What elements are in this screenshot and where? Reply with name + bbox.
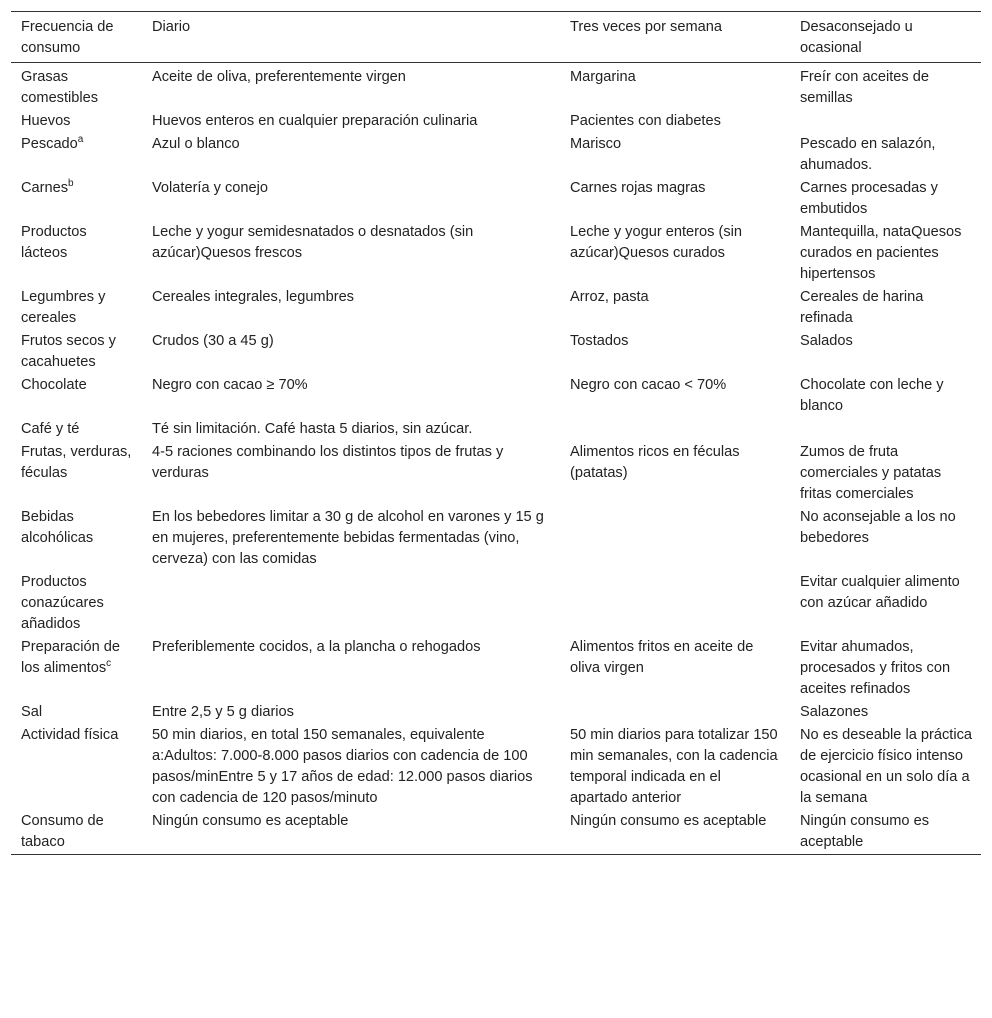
cell-daily: [142, 63, 560, 111]
cell-category: [11, 441, 142, 506]
table-row: [11, 221, 981, 286]
cell-daily-text: Negro con cacao ≥ 70%: [152, 377, 308, 393]
cell-occasional: [790, 63, 981, 111]
cell-category: [11, 330, 142, 374]
cell-daily: [142, 110, 560, 133]
cell-occasional-text: Pescado en salazón, ahumados.: [800, 136, 936, 173]
cell-category: [11, 701, 142, 724]
cell-occasional-text: Salados: [800, 333, 853, 349]
cell-three-times-week: [560, 110, 790, 133]
cell-three-times-week: [560, 63, 790, 111]
cell-daily: [142, 724, 560, 810]
cell-daily: [142, 330, 560, 374]
cell-daily: [142, 418, 560, 441]
table-container: [11, 11, 981, 855]
table-row: [11, 701, 981, 724]
cell-occasional-text: Mantequilla, nataQuesos curados en pacientes hipertensos: [800, 224, 962, 282]
cell-occasional-text: Carnes procesadas y embutidos: [800, 180, 938, 217]
cell-daily-text: Aceite de oliva, preferentemente virgen: [152, 69, 406, 85]
cell-daily: [142, 441, 560, 506]
cell-category-text: Actividad física: [21, 727, 119, 743]
cell-daily: [142, 133, 560, 177]
cell-category: [11, 571, 142, 636]
header-occasional: Desaconsejado u ocasional: [800, 19, 913, 56]
cell-occasional: [790, 441, 981, 506]
cell-three-times-week-text: 50 min diarios para totalizar 150 min semanales, con la cadencia temporal indicada en el apartado anterior: [570, 727, 778, 806]
table-row: [11, 810, 981, 855]
table-body: [11, 63, 981, 855]
cell-daily: [142, 701, 560, 724]
cell-three-times-week: [560, 374, 790, 418]
cell-category-text: Productos lácteos: [21, 224, 87, 261]
table-row: [11, 418, 981, 441]
cell-occasional: [790, 330, 981, 374]
cell-category-text: Frutas, verduras, féculas: [21, 444, 132, 481]
header-frequency: Frecuencia de consumo: [21, 19, 114, 56]
cell-daily-text: Leche y yogur semidesnatados o desnatados (sin azúcar)Quesos frescos: [152, 224, 474, 261]
cell-occasional: [790, 418, 981, 441]
cell-category-text: Productos conazúcares añadidos: [21, 574, 104, 632]
cell-daily-text: Huevos enteros en cualquier preparación culinaria: [152, 113, 478, 129]
cell-three-times-week: [560, 701, 790, 724]
cell-category: [11, 374, 142, 418]
cell-occasional-text: No aconsejable a los no bebedores: [800, 509, 956, 546]
cell-daily: [142, 177, 560, 221]
table-row: [11, 330, 981, 374]
cell-three-times-week: [560, 221, 790, 286]
cell-category: [11, 286, 142, 330]
header-daily: Diario: [152, 19, 191, 35]
cell-category: [11, 506, 142, 571]
footnote-marker: b: [68, 178, 74, 190]
table-row: [11, 506, 981, 571]
cell-daily-text: Cereales integrales, legumbres: [152, 289, 354, 305]
cell-occasional: [790, 374, 981, 418]
footnote-marker: c: [106, 658, 112, 670]
cell-three-times-week: [560, 330, 790, 374]
cell-three-times-week-text: Leche y yogur enteros (sin azúcar)Quesos curados: [570, 224, 742, 261]
cell-occasional-text: Salazones: [800, 704, 869, 720]
cell-occasional-text: Freír con aceites de semillas: [800, 69, 929, 106]
table-row: [11, 133, 981, 177]
cell-category-text: Grasas comestibles: [21, 69, 99, 106]
cell-three-times-week-text: Margarina: [570, 69, 636, 85]
cell-category: [11, 221, 142, 286]
cell-three-times-week: [560, 810, 790, 855]
cell-category-text: Bebidas alcohólicas: [21, 509, 94, 546]
table-header-row: [11, 12, 981, 63]
cell-category-text: Sal: [21, 704, 43, 720]
cell-three-times-week-text: Alimentos fritos en aceite de oliva virgen: [570, 639, 754, 676]
cell-occasional: [790, 810, 981, 855]
cell-daily-text: Crudos (30 a 45 g): [152, 333, 274, 349]
cell-three-times-week-text: Arroz, pasta: [570, 289, 649, 305]
cell-daily: [142, 571, 560, 636]
cell-three-times-week: [560, 506, 790, 571]
table-row: [11, 724, 981, 810]
cell-category-text: Preparación de los alimentos: [21, 639, 120, 676]
cell-three-times-week: [560, 724, 790, 810]
header-three-times-week: Tres veces por semana: [570, 19, 722, 35]
cell-occasional: [790, 133, 981, 177]
cell-three-times-week: [560, 418, 790, 441]
cell-category-text: Consumo de tabaco: [21, 813, 104, 850]
table-row: [11, 441, 981, 506]
cell-three-times-week: [560, 286, 790, 330]
cell-three-times-week: [560, 636, 790, 701]
cell-category: [11, 810, 142, 855]
cell-category-text: Chocolate: [21, 377, 87, 393]
cell-occasional-text: Ningún consumo es aceptable: [800, 813, 929, 850]
footnote-marker: a: [77, 134, 84, 146]
cell-occasional-text: Chocolate con leche y blanco: [800, 377, 944, 414]
table-row: [11, 110, 981, 133]
cell-category-text: Pescado: [21, 136, 78, 152]
cell-occasional-text: Cereales de harina refinada: [800, 289, 924, 326]
cell-category-text: Frutos secos y cacahuetes: [21, 333, 116, 370]
cell-daily-text: 4-5 raciones combinando los distintos tipos de frutas y verduras: [152, 444, 504, 481]
food-frequency-table: [11, 11, 981, 855]
cell-daily-text: Té sin limitación. Café hasta 5 diarios, sin azúcar.: [152, 421, 473, 437]
cell-category: [11, 177, 142, 221]
cell-occasional-text: No es deseable la práctica de ejercicio físico intenso ocasional en un solo día a la semana: [800, 727, 972, 806]
cell-daily: [142, 221, 560, 286]
table-row: [11, 63, 981, 111]
cell-category: [11, 724, 142, 810]
cell-occasional: [790, 701, 981, 724]
cell-three-times-week: [560, 133, 790, 177]
cell-occasional: [790, 110, 981, 133]
cell-daily: [142, 374, 560, 418]
cell-daily: [142, 506, 560, 571]
cell-category: [11, 110, 142, 133]
cell-daily-text: Entre 2,5 y 5 g diarios: [152, 704, 294, 720]
cell-occasional-text: Evitar cualquier alimento con azúcar añadido: [800, 574, 960, 611]
cell-daily: [142, 810, 560, 855]
cell-category-text: Huevos: [21, 113, 71, 129]
cell-category: [11, 63, 142, 111]
cell-daily: [142, 636, 560, 701]
cell-three-times-week: [560, 571, 790, 636]
cell-occasional: [790, 506, 981, 571]
cell-daily-text: 50 min diarios, en total 150 semanales, equivalente a:Adultos: 7.000-8.000 pasos diarios con cadencia de 100 pasos/minEntre 5 y 17 años de edad: 12.000 pasos diarios con cadencia de 120 pasos/minuto: [152, 727, 533, 806]
cell-three-times-week-text: Pacientes con diabetes: [570, 113, 721, 129]
table-row: [11, 571, 981, 636]
cell-daily-text: Ningún consumo es aceptable: [152, 813, 349, 829]
cell-category-text: Carnes: [21, 180, 69, 196]
cell-daily-text: Preferiblemente cocidos, a la plancha o rehogados: [152, 639, 481, 655]
table-row: [11, 177, 981, 221]
cell-occasional: [790, 724, 981, 810]
cell-daily-text: Volatería y conejo: [152, 180, 269, 196]
cell-category: [11, 636, 142, 701]
cell-daily: [142, 286, 560, 330]
cell-daily-text: Azul o blanco: [152, 136, 240, 152]
cell-occasional: [790, 221, 981, 286]
cell-occasional: [790, 177, 981, 221]
cell-occasional-text: Zumos de fruta comerciales y patatas fritas comerciales: [800, 444, 942, 502]
cell-occasional: [790, 286, 981, 330]
cell-category-text: Café y té: [21, 421, 80, 437]
table-row: [11, 374, 981, 418]
cell-three-times-week-text: Marisco: [570, 136, 622, 152]
cell-category: [11, 133, 142, 177]
cell-occasional-text: Evitar ahumados, procesados y fritos con aceites refinados: [800, 639, 951, 697]
cell-category: [11, 418, 142, 441]
cell-three-times-week: [560, 441, 790, 506]
cell-category-text: Legumbres y cereales: [21, 289, 106, 326]
cell-three-times-week-text: Ningún consumo es aceptable: [570, 813, 767, 829]
cell-three-times-week: [560, 177, 790, 221]
cell-three-times-week-text: Carnes rojas magras: [570, 180, 706, 196]
cell-three-times-week-text: Alimentos ricos en féculas (patatas): [570, 444, 740, 481]
table-row: [11, 286, 981, 330]
cell-three-times-week-text: Tostados: [570, 333, 629, 349]
table-row: [11, 636, 981, 701]
cell-occasional: [790, 636, 981, 701]
cell-occasional: [790, 571, 981, 636]
cell-three-times-week-text: Negro con cacao < 70%: [570, 377, 727, 393]
cell-daily-text: En los bebedores limitar a 30 g de alcohol en varones y 15 g en mujeres, preferentemente bebidas fermentadas (vino, cerveza) con las comidas: [152, 509, 544, 567]
